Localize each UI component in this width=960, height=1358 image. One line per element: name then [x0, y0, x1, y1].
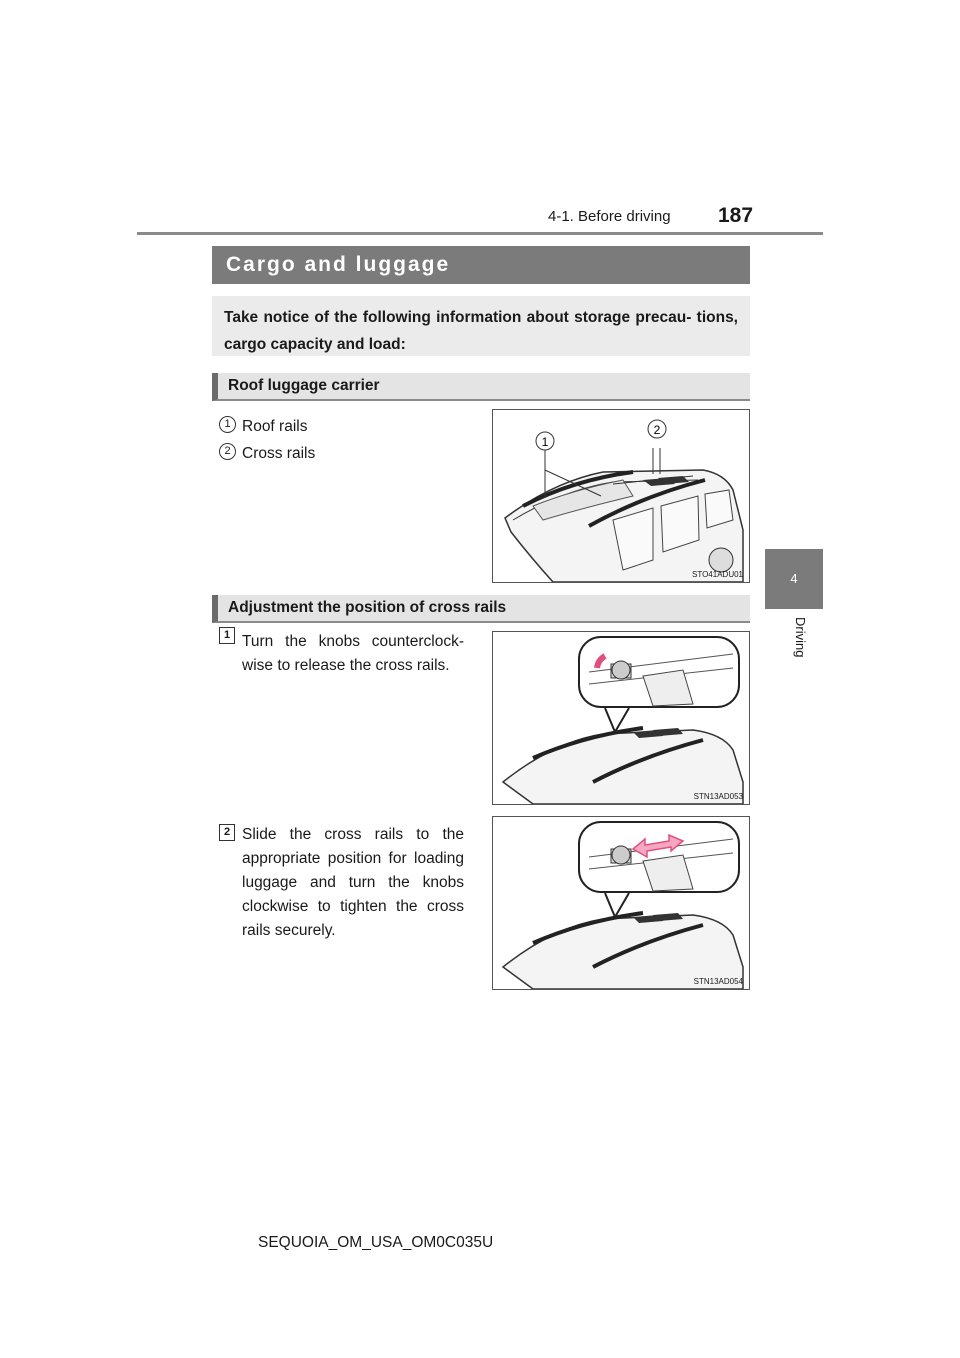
header-rule — [137, 232, 823, 235]
roof-carrier-illustration — [493, 410, 749, 582]
subheading-adjustment: Adjustment the position of cross rails — [212, 595, 750, 623]
step-number-2: 2 — [219, 824, 235, 841]
item-cross-rails: Cross rails — [242, 445, 316, 462]
figure-code: STN13AD053 — [693, 792, 743, 801]
figure-callout-1: 1 — [541, 435, 549, 449]
figure-code: STN13AD054 — [693, 977, 743, 986]
step-1-text: Turn the knobs counterclock- wise to release the cross rails. — [242, 633, 464, 674]
chapter-tab: 4 — [765, 549, 823, 609]
step-number-1: 1 — [219, 627, 235, 644]
page-title: Cargo and luggage — [212, 246, 750, 284]
step-2-text: Slide the cross rails to the appropriate position for loading luggage and turn the knobs clockwise to tighten the cross rails securely. — [242, 826, 464, 939]
document-id: SEQUOIA_OM_USA_OM0C035U — [258, 1234, 494, 1251]
slide-rail-illustration — [493, 817, 749, 989]
subheading-roof-carrier: Roof luggage carrier — [212, 373, 750, 401]
release-knob-illustration — [493, 632, 749, 804]
figure-step-2 — [492, 816, 750, 990]
figure-code: STO41ADU01 — [692, 570, 743, 579]
figure-callout-2: 2 — [653, 423, 661, 437]
figure-step-1 — [492, 631, 750, 805]
section-reference: 4-1. Before driving — [548, 208, 671, 225]
page-number: 187 — [718, 204, 754, 227]
item-number-2: 2 — [219, 443, 236, 460]
figure-roof-carrier — [492, 409, 750, 583]
chapter-label: Driving — [793, 617, 808, 658]
intro-box: Take notice of the following information about storage precau- tions, cargo capacity and load: — [212, 296, 750, 356]
item-number-1: 1 — [219, 416, 236, 433]
item-roof-rails: Roof rails — [242, 418, 308, 435]
